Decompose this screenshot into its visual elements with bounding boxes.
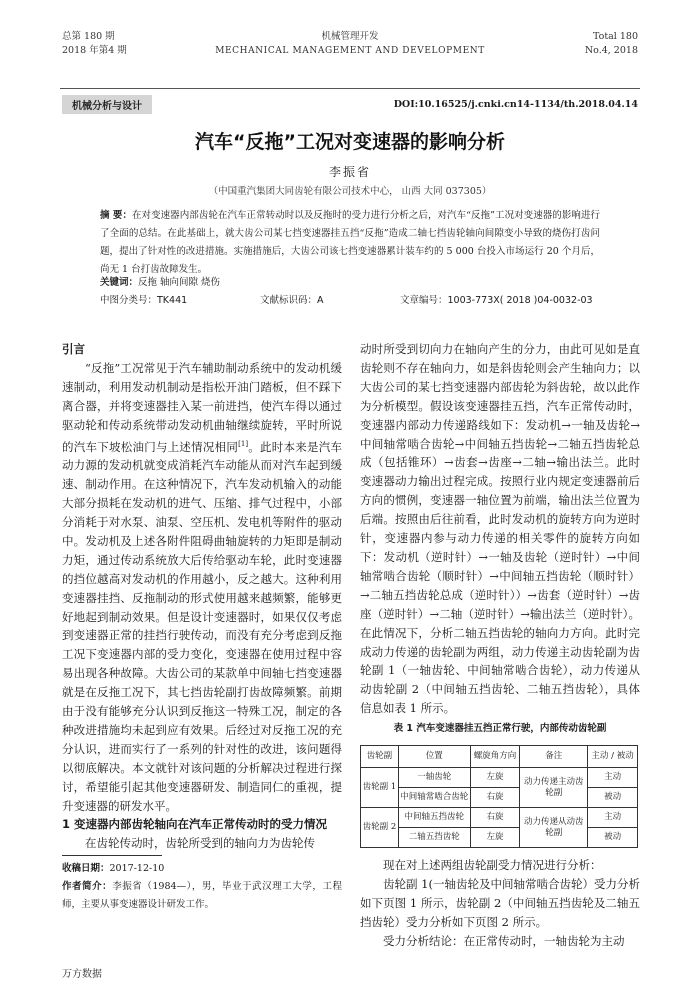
keywords — [100, 276, 600, 290]
received-label: 收稿日期： — [62, 863, 110, 874]
gear-pair-name: 齿轮副 2 — [361, 808, 399, 848]
section1-paragraph: 在齿轮传动时，齿轮所受到的轴向力为齿轮传 — [85, 836, 315, 851]
intro-text-before: “反拖”工况常见于汽车辅助制动系统中的发动机缓速制动，利用发动机制动是指松开油门踏板，但不踩下离合器，并将变速器挂入某一前进挡，使汽车得以通过驱动轮和传动系统带动发动机曲轴继续旋转，平时所说的汽车下坡松油门与上述情况相同 — [62, 360, 342, 454]
journal-issue-right — [585, 30, 638, 58]
gear-pair-name: 齿轮副 1 — [361, 768, 399, 808]
role-cell: 主动 — [588, 768, 638, 788]
doi: DOI:10.16525/j.cnki.cn14-1134/th.2018.04.14 — [393, 99, 638, 110]
footnote-rule — [62, 855, 162, 856]
table-row — [361, 828, 638, 848]
document-code: 文献标识码：A — [260, 295, 324, 306]
author-bio — [62, 878, 342, 914]
right-paragraph-1: 动时所受到切向力在轴向产生的分力，由此可见如是直齿轮则不存在轴向力，如是斜齿轮则会产生轴向力；以大齿公司的某七挡变速器内部齿轮为斜齿轮，故以此作为分析模型。假设该变速器挂五挡，汽车正常传动时，变速器内部动力传递路线如下：发动机→一轴及齿轮→中间轴常啮合齿轮→中间轴五挡齿轮→二轴五挡齿轮总成（包括锥环）→齿套→齿座→二轴→输出法兰。此时变速器动力输出过程完成。按照行业内规定变速器前后方向的惯例，变速器一轴位置为前端，输出法兰位置为后端。按照由后往前看，此时发动机的旋转方向为逆时针，变速器内参与动力传递的相关零件的旋转方向如下：发动机（逆时针）→一轴及齿轮（逆时针）→中间轴常啮合齿轮（顺时针）→中间轴五挡齿轮（顺时针）→二轴五挡齿轮总成（逆时针））→齿套（逆时针）→齿座（逆时针）→二轴（逆时针）→输出法兰（逆时针）。在此情况下，分析二轴五挡齿轮的轴向力方向。此时完成动力传递的齿轮副为两组，动力传递主动齿轮副为齿轮副 1（一轴齿轮、中间轴常啮合齿轮），动力传递从动齿轮副 2（中间轴五挡齿轮、二轴五挡齿轮），具体信息如表 1 所示。 — [360, 342, 640, 716]
position-cell: 中间轴常啮合齿轮 — [398, 788, 470, 808]
reference-mark: [1] — [238, 439, 249, 448]
intro-heading: 引言 — [62, 342, 85, 356]
header-role: 主动 / 被动 — [588, 746, 638, 768]
author-name: 李振省 — [328, 165, 371, 179]
received-value: 2017-12-10 — [109, 863, 165, 874]
header-note: 备注 — [520, 746, 588, 768]
note-cell: 动力传递主动齿轮副 — [520, 768, 588, 808]
footnote — [62, 860, 342, 914]
role-cell: 被动 — [588, 788, 638, 808]
gear-pair-table — [360, 745, 638, 848]
table-caption: 表 1 汽车变速器挂五挡正常行驶，内部传动齿轮副 — [393, 723, 607, 735]
table-header-row — [361, 746, 638, 768]
total-issue-cn: 总第 180 期 — [62, 31, 115, 42]
intro-paragraph — [62, 359, 342, 816]
role-cell: 主动 — [588, 808, 638, 828]
header-gear-pair: 齿轮副 — [361, 746, 399, 768]
author-bio-label: 作者简介： — [62, 881, 113, 892]
article-number: 文章编号：1003-773X( 2018 )04-0032-03 — [400, 295, 593, 306]
article-title: 汽车“反拖”工况对变速器的影响分析 — [195, 131, 505, 153]
section-tag: 机械分析与设计 — [62, 95, 152, 114]
position-cell: 中间轴五挡齿轮 — [398, 808, 470, 828]
note-cell: 动力传递从动齿轮副 — [520, 808, 588, 848]
table-row — [361, 768, 638, 788]
issue-number-en: No.4, 2018 — [584, 45, 638, 56]
role-cell: 被动 — [588, 828, 638, 848]
helix-cell: 右旋 — [470, 808, 520, 828]
keywords-label: 关键词： — [100, 277, 139, 288]
position-cell: 二轴五挡齿轮 — [398, 828, 470, 848]
right-paragraph-2: 现在对上述两组齿轮副受力情况进行分析： — [383, 858, 602, 873]
journal-name-cn: 机械管理开发 — [321, 31, 379, 42]
year-issue-cn: 2018 年第4 期 — [62, 45, 127, 56]
helix-cell: 左旋 — [470, 768, 520, 788]
abstract — [100, 207, 600, 279]
affiliation: （中国重汽集团大同齿轮有限公司技术中心， 山西 大同 037305） — [208, 186, 492, 197]
keywords-text: 反拖 轴向间隙 烧伤 — [138, 277, 221, 288]
abstract-text: 在对变速器内部齿轮在汽车正常转动时以及反拖时的受力进行分析之后，对汽车“反拖”工况对变速器的影响进行了全面的总结。在此基础上，就大齿公司某七挡变速器挂五挡“反拖”造成二轴七挡齿轮轴向间隙变小导致的烧伤打齿问题，提出了针对性的改进措施。实施措施后，大齿公司该七挡变速器累计装车约的 5 000 台投入市场运行 20 个月后，尚无 1 台打齿故障发生。 — [100, 210, 600, 275]
helix-cell: 左旋 — [470, 828, 520, 848]
position-cell: 一轴齿轮 — [398, 768, 470, 788]
header-rule — [60, 88, 640, 89]
right-paragraph-3: 齿轮副 1(一轴齿轮及中间轴常啮合齿轮）受力分析如下页图 1 所示，齿轮副 2（中间轴五挡齿轮及二轴五挡齿轮）受力分析如下页图 2 所示。 — [360, 876, 640, 929]
left-column — [62, 340, 342, 853]
clc-number: 中图分类号：TK441 — [100, 295, 188, 306]
author-bio-text: 李振省（1984—），男，毕业于武汉理工大学，工程师，主要从事变速器设计研发工作。 — [62, 881, 342, 910]
right-paragraph-4: 受力分析结论：在正常传动时，一轴齿轮为主动 — [383, 933, 625, 948]
total-issue-en: Total 180 — [593, 31, 638, 42]
section1-heading: 1 变速器内部齿轮轴向在汽车正常传动时的受力情况 — [62, 817, 328, 832]
table-row — [361, 808, 638, 828]
table-row — [361, 788, 638, 808]
right-column — [360, 340, 640, 951]
header-position: 位置 — [398, 746, 470, 768]
received-date — [62, 860, 342, 878]
header-helix: 螺旋角方向 — [470, 746, 520, 768]
intro-text-after: 。此时本来是汽车动力源的发动机就变成消耗汽车动能从而对汽车起到缓速、制动作用。在这种情况下，汽车发动机输入的动能大部分损耗在发动机的进气、压缩、排气过程中，小部分消耗于对水泵、油泵、空压机、发电机等附件的驱动中。发动机及上述各附件阻碍曲轴旋转的力矩即是制动力矩，通过传动系统放大后传给驱动车轮，此时变速器的挡位越高对发动机的作用越小，反之越大。这种利用变速器挂挡、反拖制动的形式使用越来越频繁，能够更好地起到制动效果。但是设计变速器时，如果仅仅考虑到变速器正常的挂挡行驶传动，而没有充分考虑到反拖工况下变速器内部的受力变化，变速器在使用过程中容易出现各种故障。大齿公司的某款单中间轴七挡变速器就是在反拖工况下，其七挡齿轮副打齿故障频繁。前期由于没有能够充分认识到反拖这一特殊工况，制定的各种改进措施均未起到应有效果。后经过对反拖工况的充分认识，进而实行了一系列的针对性的改进，该问题得以彻底解决。本文就针对该问题的分析解决过程进行探讨，希望能引起其他变速器研发、制造同仁的重视，提升变速器的研发水平。 — [62, 439, 343, 813]
wanfang-watermark: 万方数据 — [62, 969, 102, 980]
journal-name-en: MECHANICAL MANAGEMENT AND DEVELOPMENT — [215, 46, 485, 56]
helix-cell: 右旋 — [470, 788, 520, 808]
abstract-label: 摘 要： — [100, 210, 132, 221]
